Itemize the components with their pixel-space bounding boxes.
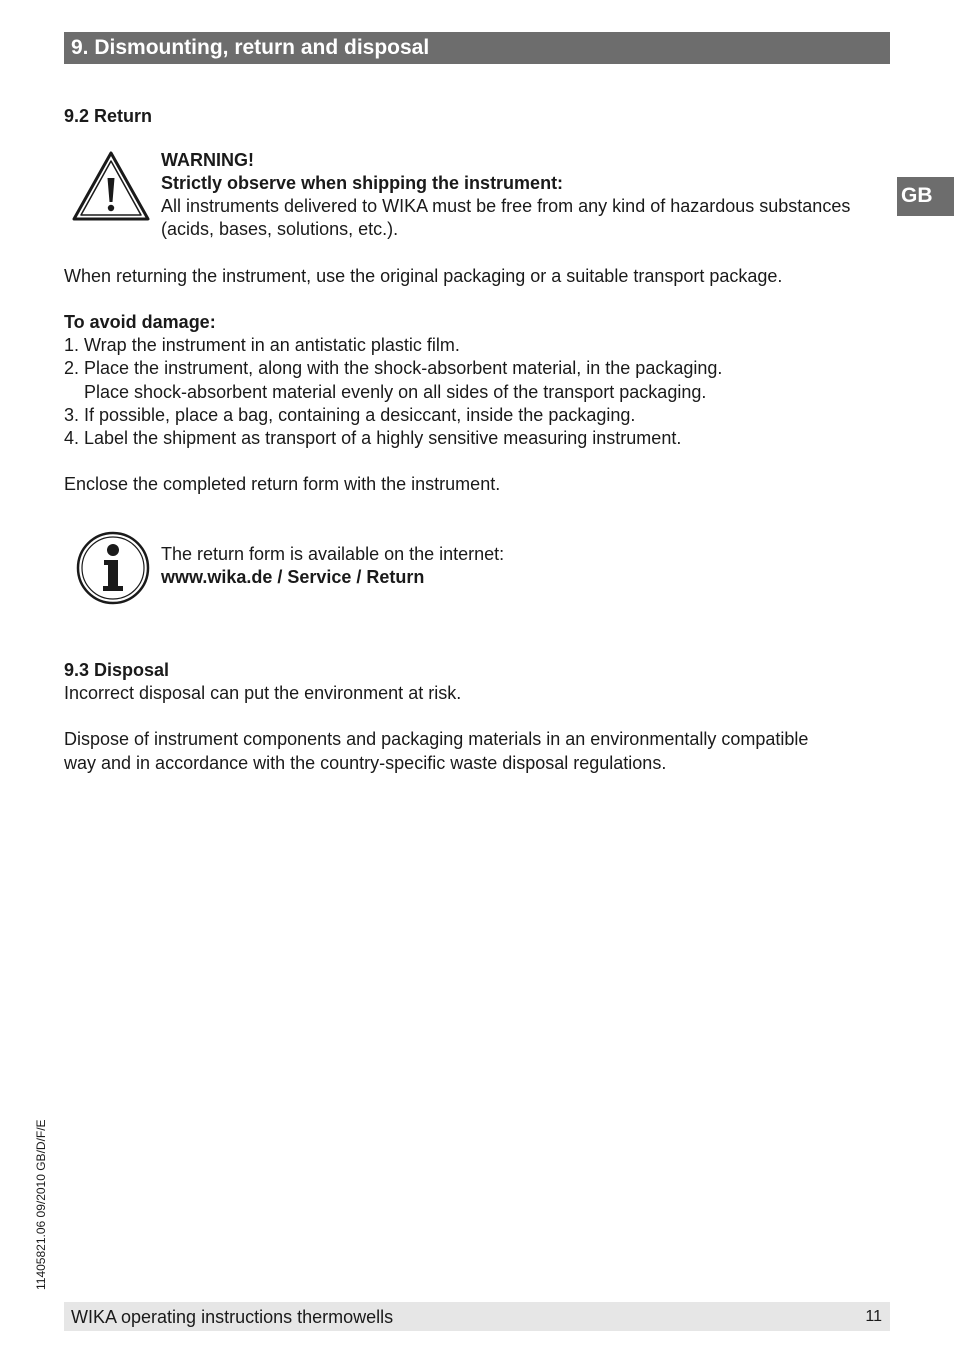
disposal-heading: 9.3 Disposal (64, 660, 170, 680)
step-2: 2. Place the instrument, along with the shock-absorbent material, in the packaging. (64, 358, 723, 378)
page-number: 11 (865, 1308, 882, 1325)
warning-subtitle: Strictly observe when shipping the instrument: (161, 173, 564, 193)
footer-text: WIKA operating instructions thermowells (71, 1307, 394, 1327)
step-3: 3. If possible, place a bag, containing a desiccant, inside the packaging. (64, 405, 636, 425)
info-text: The return form is available on the internet: (161, 544, 505, 564)
document-code: 11405821.06 09/2010 GB/D/F/E (34, 1119, 48, 1290)
step-4: 4. Label the shipment as transport of a highly sensitive measuring instrument. (64, 428, 682, 448)
return-heading: 9.2 Return (64, 106, 153, 126)
step-1: 1. Wrap the instrument in an antistatic plastic film. (64, 335, 460, 355)
disposal-text-line-2: way and in accordance with the country-specific waste disposal regulations. (64, 753, 667, 773)
enclose-text: Enclose the completed return form with the instrument. (64, 474, 501, 494)
disposal-risk-text: Incorrect disposal can put the environment at risk. (64, 683, 462, 703)
disposal-text-line-1: Dispose of instrument components and packaging materials in an environmentally compatible (64, 729, 809, 749)
footer-bar (64, 1302, 890, 1331)
packaging-text: When returning the instrument, use the original packaging or a suitable transport package. (64, 266, 783, 286)
warning-text-line-2: (acids, bases, solutions, etc.). (161, 219, 399, 239)
warning-text-line-1: All instruments delivered to WIKA must be free from any kind of hazardous substances (161, 196, 851, 216)
language-tab-label: GB (901, 184, 933, 207)
info-icon (75, 530, 151, 606)
step-2-continuation: Place shock-absorbent material evenly on all sides of the transport packaging. (84, 382, 707, 402)
language-tab (897, 177, 954, 216)
avoid-damage-heading: To avoid damage: (64, 312, 216, 332)
return-form-link[interactable]: www.wika.de / Service / Return (161, 567, 425, 587)
section-header-bar (64, 32, 890, 64)
warning-triangle-icon (71, 150, 151, 222)
section-title: 9. Dismounting, return and disposal (71, 36, 430, 59)
warning-title: WARNING! (161, 150, 254, 170)
